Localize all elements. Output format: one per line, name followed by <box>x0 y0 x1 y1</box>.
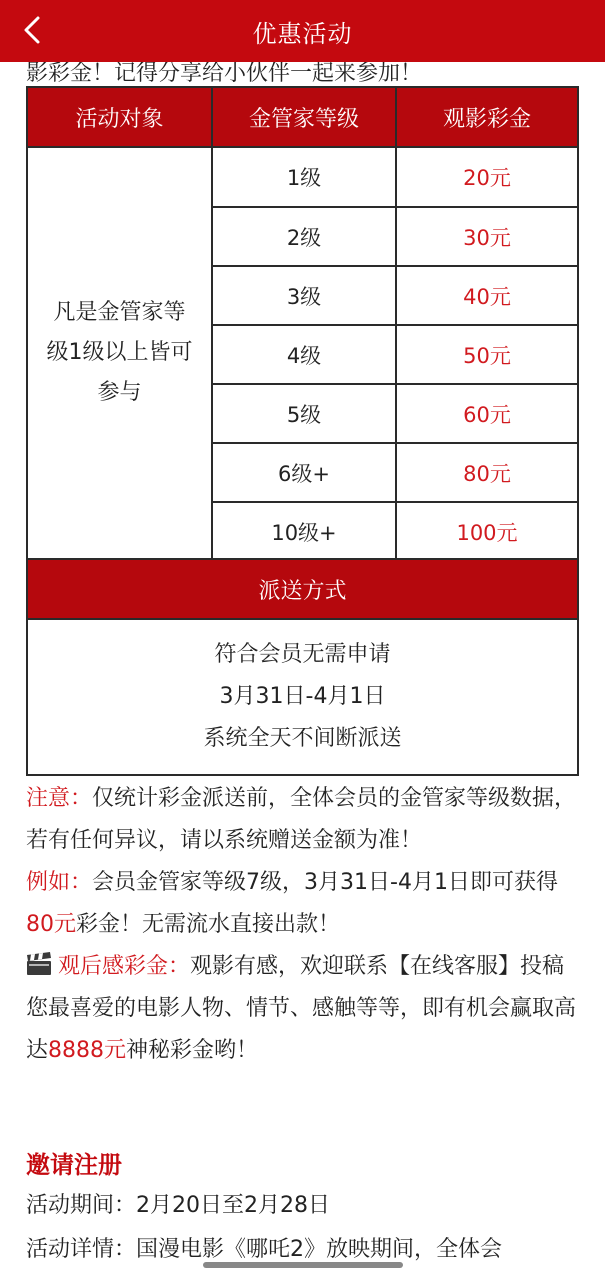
level-cell: 4级 <box>286 344 322 368</box>
review-amount: 8888元 <box>48 1038 127 1063</box>
bonus-table <box>26 86 579 776</box>
review-label: 观后感彩金： <box>58 954 191 979</box>
note-label: 注意： <box>26 786 93 811</box>
review-text: 观影有感，欢迎联系【在线客服】投稿您最喜爱的电影人物、情节、感触等等，即有机会赢取高达 <box>26 954 577 1063</box>
example-text-end: 彩金！无需流水直接出款！ <box>76 912 341 937</box>
level-cell: 2级 <box>286 226 322 250</box>
amount-cell: 100元 <box>456 521 518 545</box>
intro-text-partial: 影彩金！记得分享给小伙伴一起来参加！ <box>26 62 423 86</box>
amount-cell: 30元 <box>463 226 511 250</box>
amount-cell: 40元 <box>463 285 511 309</box>
amount-cell: 20元 <box>463 166 511 190</box>
invite-section-title: 邀请注册 <box>26 1151 122 1179</box>
level-cell: 10级+ <box>271 521 337 545</box>
page-title: 优惠活动 <box>252 19 353 48</box>
note-text: 仅统计彩金派送前，全体会员的金管家等级数据，若有任何异议，请以系统赠送金额为准！ <box>26 786 577 853</box>
dispatch-line: 符合会员无需申请 <box>214 642 391 667</box>
dispatch-header: 派送方式 <box>28 560 577 618</box>
amount-cell: 50元 <box>463 344 511 368</box>
home-indicator[interactable] <box>203 1262 403 1268</box>
review-text-end: 神秘彩金哟！ <box>126 1038 259 1063</box>
invite-details: 活动详情：国漫电影《哪吒2》放映期间，全体会 <box>26 1237 502 1262</box>
example-label: 例如： <box>26 870 93 895</box>
table-header-amount: 观影彩金 <box>442 106 531 132</box>
clapperboard-icon <box>26 952 52 976</box>
example-amount: 80元 <box>26 912 76 937</box>
table-header-level: 金管家等级 <box>213 88 397 146</box>
example-paragraph <box>26 862 579 946</box>
level-cell: 6级+ <box>278 462 330 486</box>
review-paragraph <box>26 946 579 1072</box>
top-nav-bar <box>0 0 605 62</box>
table-header-target: 活动对象 <box>28 88 213 146</box>
table-header-row <box>28 88 577 146</box>
dispatch-body <box>28 620 577 774</box>
target-cell <box>28 148 211 558</box>
level-cell: 5级 <box>286 403 322 427</box>
invite-period: 活动期间：2月20日至2月28日 <box>26 1193 330 1218</box>
content-scroll-area[interactable] <box>0 62 605 1280</box>
dispatch-line: 3月31日-4月1日 <box>219 684 386 709</box>
level-cell: 3级 <box>286 285 322 309</box>
back-button[interactable] <box>14 12 50 48</box>
dispatch-line: 系统全天不间断派送 <box>203 726 402 751</box>
level-cell: 1级 <box>286 166 322 190</box>
amount-cell: 60元 <box>463 403 511 427</box>
notes-section <box>26 778 579 1072</box>
note-paragraph <box>26 778 579 862</box>
chevron-left-icon <box>21 15 43 45</box>
target-text: 凡是金管家等级1级以上皆可参与 <box>46 300 193 405</box>
amount-cell: 80元 <box>463 462 511 486</box>
example-text: 会员金管家等级7级，3月31日-4月1日即可获得 <box>92 870 558 895</box>
